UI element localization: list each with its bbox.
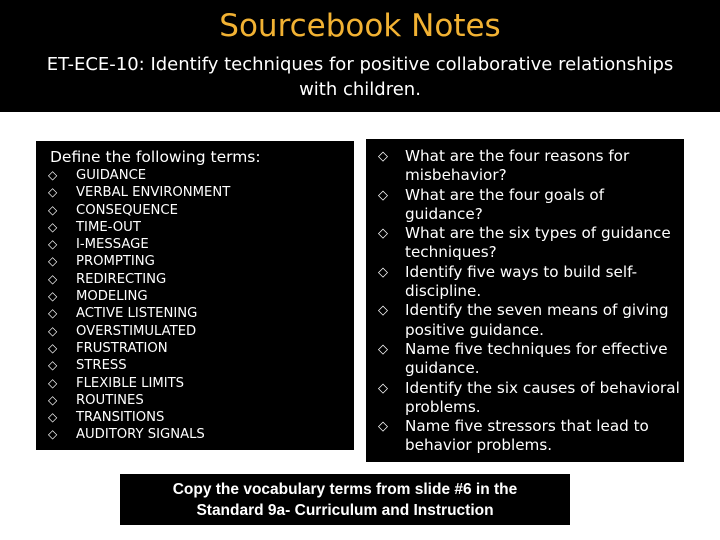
diamond-bullet-icon: ◇ bbox=[48, 289, 58, 304]
term-label: REDIRECTING bbox=[76, 271, 167, 287]
diamond-bullet-icon: ◇ bbox=[48, 427, 58, 442]
term-label: GUIDANCE bbox=[76, 168, 147, 183]
list-item bbox=[48, 288, 230, 305]
question-text: Name five techniques for effective guidance. bbox=[405, 339, 668, 378]
terms-heading: Define the following terms: bbox=[50, 148, 261, 166]
question-text: What are the six types of guidance techniques? bbox=[405, 224, 671, 262]
list-item bbox=[378, 147, 682, 186]
slide-subtitle: ET-ECE-10: Identify techniques for positive collaborative relationships with children. bbox=[46, 54, 674, 100]
term-label: CONSEQUENCE bbox=[76, 202, 178, 218]
term-label: MODELING bbox=[76, 289, 148, 305]
term-label: VERBAL ENVIRONMENT bbox=[76, 185, 231, 201]
diamond-bullet-icon: ◇ bbox=[48, 306, 58, 321]
diamond-bullet-icon: ◇ bbox=[48, 323, 58, 338]
slide-title: Sourcebook Notes bbox=[219, 8, 501, 44]
diamond-bullet-icon: ◇ bbox=[48, 237, 58, 252]
list-item bbox=[48, 305, 230, 322]
list-item bbox=[48, 253, 230, 270]
diamond-bullet-icon: ◇ bbox=[48, 168, 58, 182]
list-item bbox=[378, 263, 682, 302]
diamond-bullet-icon: ◇ bbox=[48, 202, 58, 217]
list-item bbox=[378, 379, 682, 418]
term-label: I-MESSAGE bbox=[76, 237, 149, 253]
diamond-bullet-icon: ◇ bbox=[48, 219, 58, 234]
list-item bbox=[48, 375, 230, 392]
question-text: What are the four goals of guidance? bbox=[405, 185, 605, 223]
diamond-bullet-icon: ◇ bbox=[48, 185, 58, 200]
diamond-bullet-icon: ◇ bbox=[48, 340, 58, 355]
list-item bbox=[48, 340, 230, 357]
list-item bbox=[48, 271, 230, 288]
term-label: FRUSTRATION bbox=[76, 340, 168, 356]
term-label: TIME-OUT bbox=[76, 219, 141, 235]
list-item bbox=[378, 340, 682, 379]
question-text: Identify the six causes of behavioral problems. bbox=[405, 378, 680, 416]
list-item bbox=[378, 301, 682, 340]
list-item bbox=[48, 236, 230, 253]
questions-list bbox=[378, 147, 682, 456]
diamond-bullet-icon: ◇ bbox=[378, 149, 388, 164]
diamond-bullet-icon: ◇ bbox=[48, 254, 58, 269]
term-label: ACTIVE LISTENING bbox=[76, 306, 198, 322]
diamond-bullet-icon: ◇ bbox=[48, 358, 58, 373]
term-label: FLEXIBLE LIMITS bbox=[76, 375, 185, 391]
list-item bbox=[378, 224, 682, 263]
question-text: Identify five ways to build self-discipline. bbox=[405, 262, 638, 301]
instruction-note bbox=[120, 474, 570, 525]
list-item bbox=[48, 219, 230, 236]
diamond-bullet-icon: ◇ bbox=[378, 187, 388, 203]
term-label: AUDITORY SIGNALS bbox=[76, 427, 205, 443]
list-item bbox=[378, 417, 682, 456]
list-item bbox=[48, 426, 230, 443]
diamond-bullet-icon: ◇ bbox=[378, 264, 388, 280]
list-item bbox=[378, 186, 682, 225]
questions-panel bbox=[366, 139, 684, 462]
question-text: Identify the seven means of giving positive guidance. bbox=[405, 301, 669, 339]
list-item bbox=[48, 184, 230, 201]
terms-panel bbox=[36, 141, 354, 450]
diamond-bullet-icon: ◇ bbox=[378, 226, 388, 242]
diamond-bullet-icon: ◇ bbox=[48, 392, 58, 407]
list-item bbox=[48, 202, 230, 219]
term-label: ROUTINES bbox=[76, 392, 144, 408]
term-label: OVERSTIMULATED bbox=[76, 323, 197, 339]
list-item bbox=[48, 357, 230, 374]
term-label: TRANSITIONS bbox=[76, 410, 165, 426]
diamond-bullet-icon: ◇ bbox=[48, 375, 58, 390]
diamond-bullet-icon: ◇ bbox=[378, 380, 388, 396]
term-label: PROMPTING bbox=[76, 254, 155, 270]
terms-list bbox=[48, 167, 230, 444]
instruction-line-1: Copy the vocabulary terms from slide #6 in the bbox=[172, 480, 518, 498]
list-item bbox=[48, 392, 230, 409]
title-banner bbox=[0, 0, 720, 112]
diamond-bullet-icon: ◇ bbox=[378, 419, 388, 435]
diamond-bullet-icon: ◇ bbox=[48, 410, 58, 425]
diamond-bullet-icon: ◇ bbox=[378, 341, 388, 357]
diamond-bullet-icon: ◇ bbox=[48, 271, 58, 286]
list-item bbox=[48, 167, 230, 184]
list-item bbox=[48, 409, 230, 426]
instruction-line-2: Standard 9a- Curriculum and Instruction bbox=[196, 501, 494, 519]
question-text: What are the four reasons for misbehavior? bbox=[405, 147, 630, 185]
diamond-bullet-icon: ◇ bbox=[378, 303, 388, 319]
term-label: STRESS bbox=[76, 358, 127, 374]
question-text: Name five stressors that lead to behavior problems. bbox=[405, 417, 649, 455]
list-item bbox=[48, 323, 230, 340]
